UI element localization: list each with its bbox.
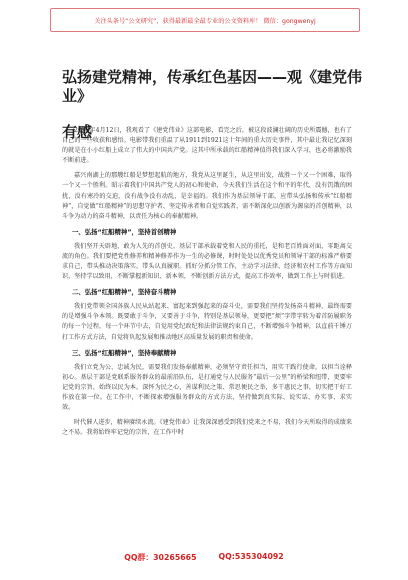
footer-qq: QQ:535304092 (218, 552, 284, 561)
section-heading-3: 三、弘扬“红船精神”，坚持奉献精神 (72, 348, 177, 357)
closing-paragraph: 时代催人进步，精神赓续永流。《建党伟业》让我深深感受到我们党来之不易，我们今天所取得的成绩来之不易。我将始终牢记党的宗旨，在工作中时 (62, 419, 352, 437)
article-body (62, 126, 352, 443)
section-body-3: 我们立党为公、忠诚为民，需要我们发扬奉献精神，必须坚守责任担当，用实干践行使命，以担当诠释初心。基层干部是党联系服务群众的最前沿队伍，是打通党与人民服务“最后一公里”的桥梁和纽带，更要牢记党的宗旨，始终以民为本，深怀为民之心、善谋利民之策、常思便民之举，多干惠民之事，切实把干好工作放在第一位。在工作中，不断探索增强服务群众的方式方法，坚持做到真实际、说实话、办实事、求实效。 (62, 363, 352, 411)
banner-text: 关注头条号“公文研究”，获得最新最全最专业的公文资料库！ 微信：gongwenyj (94, 17, 316, 25)
page-footer (0, 552, 408, 563)
footer-qq-group: QQ群：30265665 (124, 553, 197, 562)
title-line-2: 有感 (62, 123, 93, 141)
intro-paragraph-2: 嘉兴南湖上的那艘红船是梦想起航的地方，我党从这里诞生，从这里出发，战胜一个又一个困难，取得一个又一个胜利。昭示着我们中国共产党人的初心和使命，今天我们生活在这个和平的年代，没有饥饿的困扰，没有寒冷的交迫，没有战争没有动乱，是幸福的。我们作为基层领导干部，应带头弘扬和传承“红船精神”，自觉做“红船精神”的思想守护者、坚定传承者和自觉实践者，需不断深化以创新为源泉的首创精神，以斗争为动力的奋斗精神，以责任为核心的奉献精神。 (62, 172, 352, 220)
section-body-2: 我们党带领全国各族人民从站起来、富起来到强起来的奋斗史，需要我们坚持发扬奋斗精神，最终需要的是增强斗争本领。既要敢于斗争，又要善于斗争，特别是基层领导，更要把“烦”字带字转为着首防履职务的每一个过程，每一个环节中去，自觉用党纪政纪和法律法规约束自己，不断增强斗争精神，以直前千锤万打工作方式方法，自觉将负起发展和推动地区高质量发展的职责和使命。 (62, 303, 352, 341)
intro-paragraph-1: 2023年4月12日，我观看了《建党伟业》这部电影，看完之后，被这段波澜壮阔的历史所震撼，也有了自己的一些收获和感悟。电影带我们重温了从1911到1921这十年间的重大历史事件，其中最让我记忆深刻的就是在小小红船上成立了伟大的中国共产党。这其中所承载的红船精神值得我们深入学习，也必将激励我不断前进。 (62, 127, 352, 165)
section-heading-2: 二、弘扬“红船精神”，坚持奋斗精神 (72, 288, 177, 297)
header-banner (50, 8, 360, 32)
section-heading-1: 一、弘扬“红船精神”，坚持首创精神 (72, 227, 177, 236)
section-body-1: 我们坚开天辟地、敢为人先的首创史。基层干部承载着党和人民的重托，是和老百姓面对面，零距离交流的角色。我们要把党性修养和精神修养作为一生的必修课，时时处处以优秀党员和领导干部的标准严格要求自己，带头推动决策落实，带头认真履职。抓好分抓分管工作，主动学习法律、经济和农村工作等方面知识，坚持学以致用，不断掌握新知识、新本领，不断创新方法方式，提高工作效率，做到工作上与时俱进。 (62, 242, 352, 281)
title-line-1: 弘扬建党精神，传承红色基因——观《建党伟业》 (62, 68, 363, 105)
